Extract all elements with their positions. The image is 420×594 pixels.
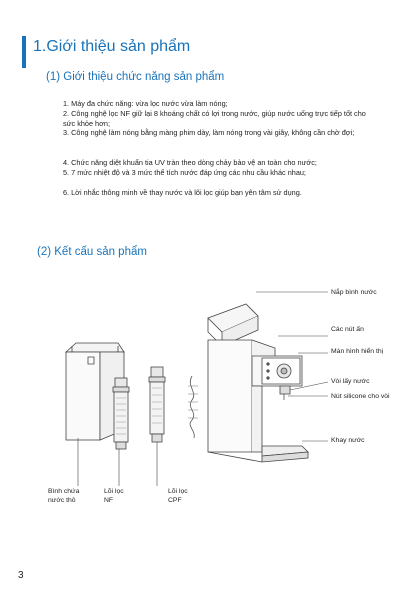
nf-filter-illustration xyxy=(113,378,129,449)
label-lid: Nắp bình nước xyxy=(331,289,377,296)
feature-3: 3. Công nghệ làm nóng bằng màng phim dày, làm nóng trong vài giây, không cần chờ đợi; xyxy=(63,128,355,137)
label-tray: Khay nước xyxy=(331,437,365,444)
label-tank: Bình chứa nước thô xyxy=(48,488,80,504)
feature-6: 6. Lời nhắc thông minh về thay nước và lõi lọc giúp bạn yên tâm sử dụng. xyxy=(63,188,302,197)
feature-5: 5. 7 mức nhiệt độ và 3 mức thể tích nước đáp ứng các nhu cầu khác nhau; xyxy=(63,168,306,177)
subsection-title-functions: (1) Giới thiệu chức năng sản phẩm xyxy=(46,71,225,83)
label-nf: Lõi lọc NF xyxy=(104,488,124,504)
label-display: Màn hình hiển thị xyxy=(331,348,384,355)
feature-2: 2. Công nghệ lọc NF giữ lại 8 khoáng chất có lợi trong nước, giúp nước uống trực tiếp tốt cho sức khỏe hơn; xyxy=(63,109,366,128)
label-spout: Vòi lấy nước xyxy=(331,378,370,385)
feature-4: 4. Chức năng diệt khuẩn tia UV tràn theo dòng chảy bảo vệ an toàn cho nước; xyxy=(63,158,317,167)
label-cpf: Lõi lọc CPF xyxy=(168,488,188,504)
cpf-filter-illustration xyxy=(149,367,165,442)
page-number: 3 xyxy=(18,570,24,581)
water-purifier-illustration xyxy=(188,304,308,462)
section-title: 1.Giới thiệu sản phẩm xyxy=(33,38,191,55)
label-silicone: Nút silicone cho vòi xyxy=(331,393,390,400)
subsection-title-structure: (2) Kết cấu sản phẩm xyxy=(37,246,147,258)
feature-1: 1. Máy đa chức năng: vừa lọc nước vừa làm nóng; xyxy=(63,99,228,108)
label-buttons: Các nút ấn xyxy=(331,326,364,333)
